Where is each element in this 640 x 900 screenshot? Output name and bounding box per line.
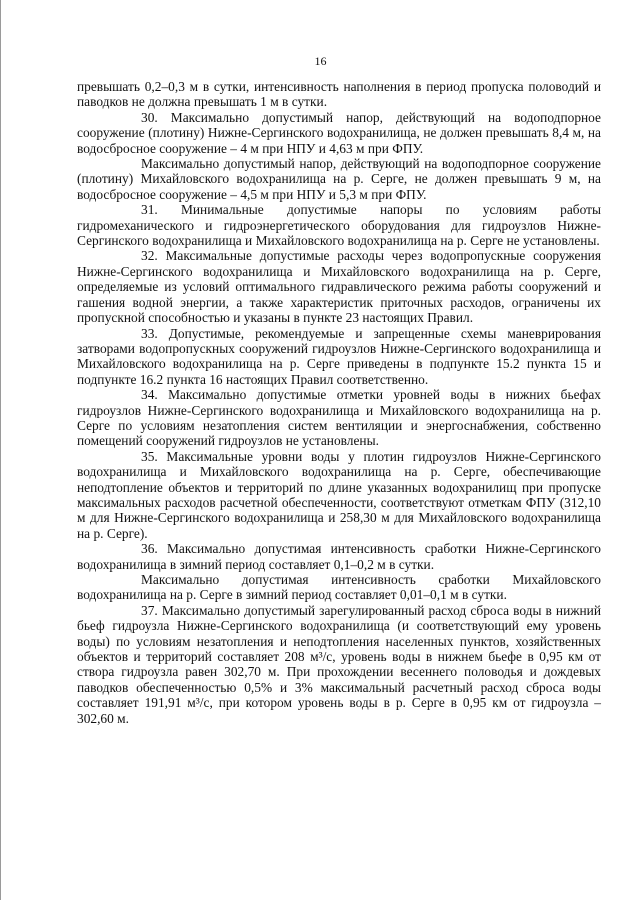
paragraph-34: 34. Максимально допустимые отметки уровней воды в нижних бьефах гидроузлов Нижне-Сергинского водохранилища и Михайловского водохранилища на р. Серге по условиям незатопления систем вентиляции и энергоснабжения, собственно помещений сооружений гидроузлов не установлены. [77,387,601,449]
paragraph-30: 30. Максимально допустимый напор, действующий на водоподпорное сооружение (плотину) Нижне-Сергинского водохранилища, не должен превышать 8,4 м, на водосбросное сооружение – 4 м при НПУ и 4,63 м при ФПУ. [77,109,601,156]
document-body [77,79,601,726]
paragraph-32: 32. Максимальные допустимые расходы через водопропускные сооружения Нижне-Сергинского водохранилища и Михайловского водохранилища на р. Серге, определяемые из условий оптимального гидравлического режима работы сооружений и гашения водной энергии, а также характеристик приточных расходов, ограничены их пропускной способностью и указаны в пункте 23 настоящих Правил. [77,248,601,326]
paragraph-31: 31. Минимальные допустимые напоры по условиям работы гидромеханического и гидроэнергетического оборудования для гидроузлов Нижне-Сергинского водохранилища и Михайловского водохранилища на р. Серге не установлены. [77,202,601,249]
paragraph-30-mikhailovskoe: Максимально допустимый напор, действующий на водоподпорное сооружение (плотину) Михайловского водохранилища на р. Серге, не должен превышать 9 м, на водосбросное сооружение – 4,5 м при НПУ и 5,3 м при ФПУ. [77,156,601,202]
paragraph-37: 37. Максимально допустимый зарегулированный расход сброса воды в нижний бьеф гидроузла Нижне-Сергинского водохранилища (и соответствующий ему уровень воды) по условиям незатопления и неподтопления населенных пунктов, хозяйственных объектов и территорий составляет 208 м³/с, уровень воды в нижнем бьефе в 0,95 км от створа гидроузла равен 302,70 м. При прохождении весеннего половодья и дождевых паводков обеспеченностью 0,5% и 3% максимальный расчетный расход сброса воды составляет 191,91 м³/с, при котором уровень воды в р. Серге в 0,95 км от гидроузла – 302,60 м. [77,602,601,726]
paragraph-35: 35. Максимальные уровни воды у плотин гидроузлов Нижне-Сергинского водохранилища и Михайловского водохранилища на р. Серге, обеспечивающие неподтопление объектов и территорий по длине указанных водохранилищ при пропуске максимальных расходов расчетной обеспеченности, соответствуют отметкам ФПУ (312,10 м для Нижне-Сергинского водохранилища и 258,30 м для Михайловского водохранилища на р. Серге). [77,448,601,541]
paragraph-36: 36. Максимально допустимая интенсивность сработки Нижне-Сергинского водохранилища в зимний период составляет 0,1–0,2 м в сутки. [77,541,601,572]
page-number: 16 [314,54,327,68]
paragraph-33: 33. Допустимые, рекомендуемые и запрещенные схемы маневрирования затворами водопропускных сооружений гидроузлов Нижне-Сергинского водохранилища и Михайловского водохранилища на р. Серге приведены в подпункте 15.2 пункта 15 и подпункте 16.2 пункта 16 настоящих Правил соответственно. [77,325,601,387]
paragraph-36-mikhailovskoe: Максимально допустимая интенсивность сработки Михайловского водохранилища на р. Серге в зимний период составляет 0,01–0,1 м в сутки. [77,572,601,603]
paragraph-continuation: превышать 0,2–0,3 м в сутки, интенсивность наполнения в период пропуска половодий и паводков не должна превышать 1 м в сутки. [77,79,601,110]
